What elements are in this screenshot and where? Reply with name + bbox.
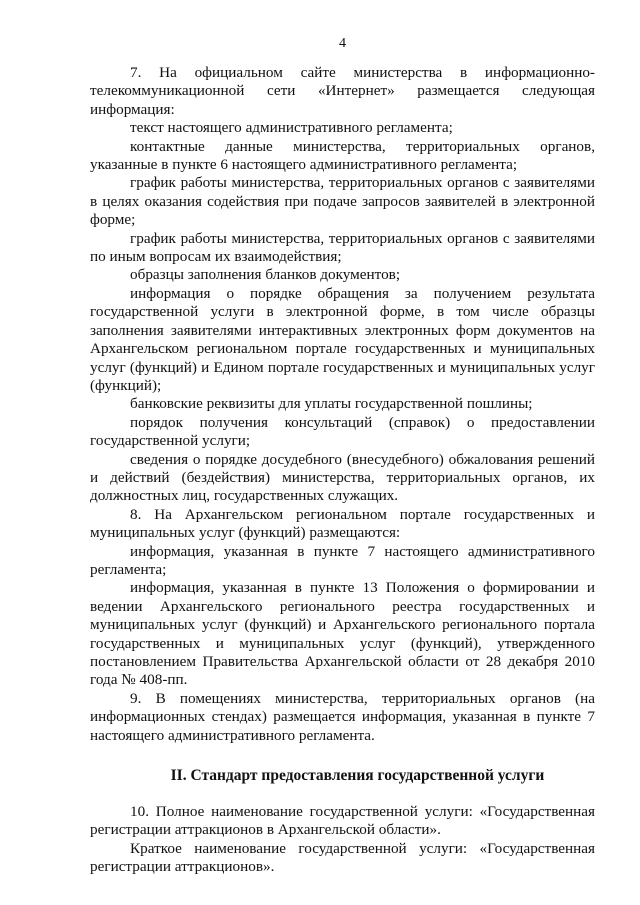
section-heading: II. Стандарт предоставления государственной услуги [170,767,545,785]
paragraph: 9. В помещениях министерства, территориальных органов (на информационных стендах) размещается информация, указанная в пункте 7 настоящего административного регламента. [90,689,595,744]
paragraph: 7. На официальном сайте министерства в информационно-телекоммуникационной сети «Интернет» размещается следующая информация: [90,64,595,118]
paragraph: порядок получения консультаций (справок) о предоставлении государственной услуги; [90,413,595,450]
paragraph: текст настоящего административного регламента; [130,119,453,137]
paragraph: Краткое наименование государственной услуги: «Государственная регистрации аттракционов». [90,839,595,876]
paragraph: информация, указанная в пункте 7 настоящего административного регламента; [90,542,595,578]
paragraph: информация о порядке обращения за получением результата государственной услуги в электронной форме, в том числе образцы заполнения заявителями интерактивных электронных форм документов на Архангельском региональном портале государственных и муниципальных услуг (функций) и Едином портале государственных и муниципальных услуг (функций); [90,284,595,394]
paragraph: сведения о порядке досудебного (внесудебного) обжалования решений и действий (бездействия) министерства, территориальных органов, их должностных лиц, государственных служащих. [90,450,595,505]
paragraph: информация, указанная в пункте 13 Положения о формировании и ведении Архангельского регионального реестра государственных и муниципальных услуг (функций) и Архангельского регионального портала государственных и муниципальных услуг (функций), утвержденного постановлением Правительства Архангельской области от 28 декабря 2010 года № 408-пп. [90,579,595,689]
paragraph: график работы министерства, территориальных органов с заявителями по иным вопросам их взаимодействия; [90,229,595,266]
paragraph: 8. На Архангельском региональном портале государственных и муниципальных услуг (функций) размещаются: [90,505,595,542]
paragraph: банковские реквизиты для уплаты государственной пошлины; [130,395,533,413]
paragraph: 10. Полное наименование государственной услуги: «Государственная регистрации аттракционов в Архангельской области». [90,803,595,839]
paragraph: график работы министерства, территориальных органов с заявителями в целях оказания содействия при подаче запросов заявителей в электронной форме; [90,174,595,229]
paragraph: образцы заполнения бланков документов; [130,266,401,284]
body-text-bottom [90,803,595,877]
page-number: 4 [339,36,346,51]
paragraph: контактные данные министерства, территориальных органов, указанные в пункте 6 настоящего административного регламента; [90,137,595,174]
body-text-top [90,64,595,745]
